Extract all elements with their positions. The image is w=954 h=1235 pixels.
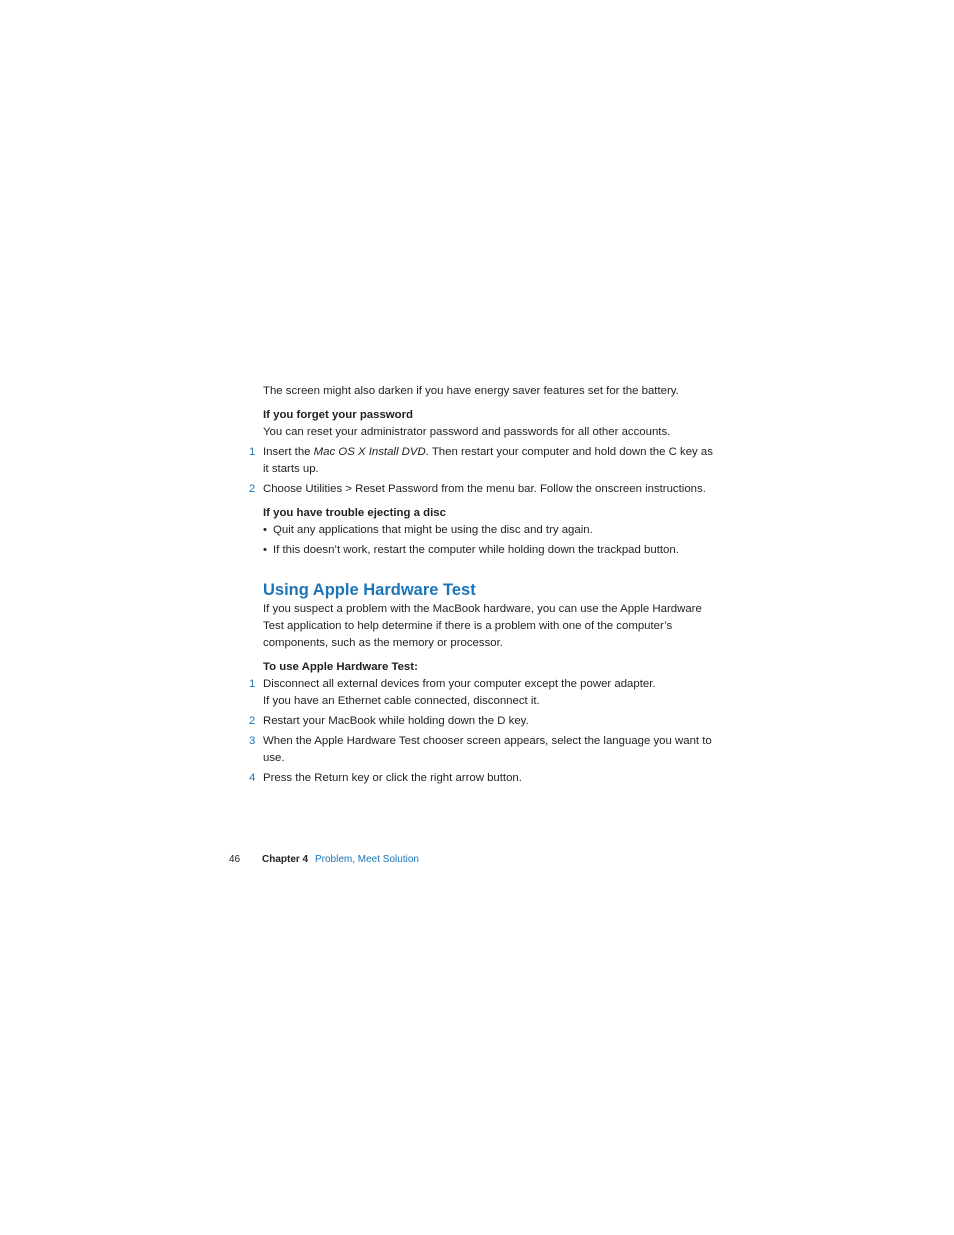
password-section [249, 407, 713, 498]
page-number: 46 [229, 854, 241, 865]
step-text-post: . Then restart your computer and hold down the C key as it starts up. [263, 446, 713, 475]
eject-bullet-1 [263, 522, 713, 539]
hardware-step-1 [249, 676, 713, 710]
bullet-mark: • [263, 544, 267, 556]
step-text: When the Apple Hardware Test chooser screen appears, select the language you want to use. [263, 735, 712, 764]
bullet-text: If this doesn’t work, restart the computer while holding down the trackpad button. [273, 544, 679, 556]
password-lead: You can reset your administrator password and passwords for all other accounts. [263, 426, 671, 438]
chapter-label: Chapter 4 [262, 854, 309, 865]
chapter-title: Problem, Meet Solution [315, 854, 419, 865]
step-extra-text: If you have an Ethernet cable connected, disconnect it. [263, 695, 540, 707]
step-number: 1 [249, 446, 256, 458]
step-text-italic: Mac OS X Install DVD [313, 446, 426, 458]
password-step-2 [249, 481, 713, 498]
intro-paragraph: The screen might also darken if you have energy saver features set for the battery. [263, 385, 679, 397]
hardware-test-intro: If you suspect a problem with the MacBook hardware, you can use the Apple Hardware Test application to help determine if there is a problem with one of the computer’s components, such as the memory or processor. [263, 603, 702, 649]
hardware-test-steps-heading: To use Apple Hardware Test: [263, 661, 418, 673]
eject-section [263, 505, 713, 559]
step-number: 4 [249, 772, 256, 784]
hardware-step-3 [249, 733, 713, 767]
step-number: 2 [249, 715, 256, 727]
hardware-step-4 [249, 770, 713, 787]
section-title: Using Apple Hardware Test [263, 581, 476, 599]
step-text-pre: Insert the [263, 446, 314, 458]
step-number: 3 [249, 735, 256, 747]
step-text: Restart your MacBook while holding down the D key. [263, 715, 529, 727]
step-number: 2 [249, 483, 256, 495]
step-text: Press the Return key or click the right arrow button. [263, 772, 522, 784]
page-body [249, 383, 713, 790]
bullet-text: Quit any applications that might be using the disc and try again. [273, 524, 593, 536]
step-text: Choose Utilities > Reset Password from the menu bar. Follow the onscreen instructions. [263, 483, 706, 495]
eject-bullet-2 [263, 542, 713, 559]
step-number: 1 [249, 678, 256, 690]
password-heading: If you forget your password [263, 409, 413, 421]
eject-heading: If you have trouble ejecting a disc [263, 507, 446, 519]
password-step-1 [249, 444, 713, 478]
bullet-mark: • [263, 524, 267, 536]
step-text: Disconnect all external devices from your computer except the power adapter. [263, 678, 656, 690]
hardware-step-2 [249, 713, 713, 730]
